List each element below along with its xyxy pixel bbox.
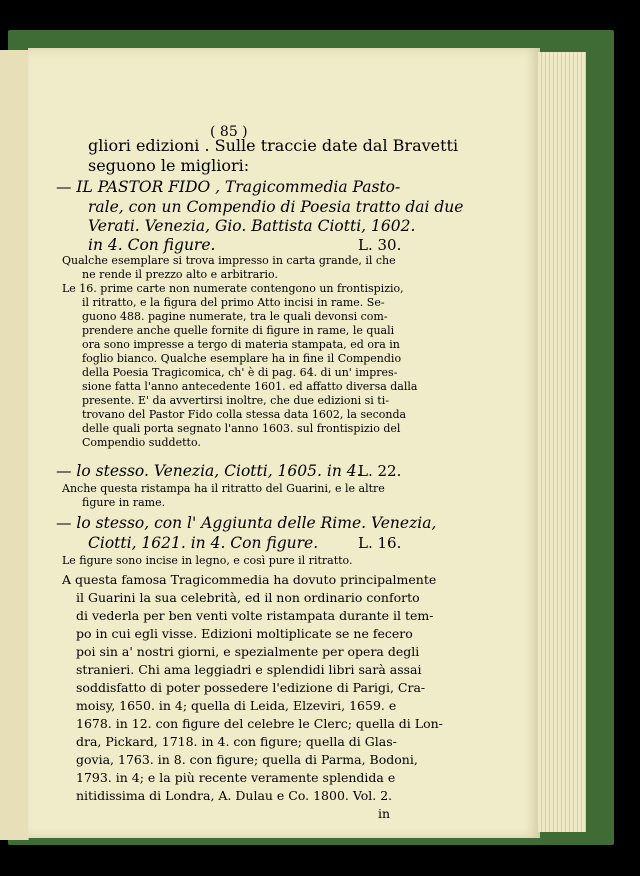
text-line: in — [378, 806, 391, 821]
text-line: poi sin a' nostri giorni, e spezialmente per opera degli — [76, 644, 420, 659]
text-line: prendere anche quelle fornite di figure in rame, le quali — [82, 324, 395, 337]
left-page-edge — [0, 50, 29, 840]
page-number: ( 85 ) — [210, 124, 248, 140]
text-line: figure in rame. — [82, 496, 166, 509]
text-line: moisy, 1650. in 4; quella di Leida, Elzeviri, 1659. e — [76, 698, 397, 713]
text-line: sione fatta l'anno antecedente 1601. ed affatto diversa dalla — [82, 380, 418, 393]
text-line: gliori edizioni . Sulle traccie date dal Bravetti — [88, 136, 459, 155]
text-line: presente. E' da avvertirsi inoltre, che due edizioni si ti- — [82, 394, 389, 407]
text-line: Ciotti, 1621. in 4. Con figure. — [88, 534, 319, 552]
price-label: L. 30. — [358, 236, 402, 254]
text-line: stranieri. Chi ama leggiadri e splendidi libri sarà assai — [76, 662, 422, 677]
text-line: — lo stesso. Venezia, Ciotti, 1605. in 4. — [56, 462, 362, 480]
text-line: Le 16. prime carte non numerate contengono un frontispizio, — [62, 282, 404, 295]
text-line: — IL PASTOR FIDO , Tragicommedia Pasto- — [56, 178, 401, 196]
text-line: della Poesia Tragicomica, ch' è di pag. 64. di un' impres- — [82, 366, 398, 379]
text-line: delle quali porta segnato l'anno 1603. sul frontispizio del — [82, 422, 401, 435]
text-line: Verati. Venezia, Gio. Battista Ciotti, 1602. — [88, 217, 416, 235]
text-line: ora sono impresse a tergo di materia stampata, ed ora in — [82, 338, 400, 351]
text-line: guono 488. pagine numerate, tra le quali devonsi com- — [82, 310, 388, 323]
price-label: L. 16. — [358, 534, 402, 552]
text-line: — lo stesso, con l' Aggiunta delle Rime. Venezia, — [56, 514, 437, 532]
text-line: seguono le migliori: — [88, 156, 250, 175]
text-line: soddisfatto di poter possedere l'edizione di Parigi, Cra- — [76, 680, 426, 695]
price-label: L. 22. — [358, 462, 402, 480]
text-line: A questa famosa Tragicommedia ha dovuto principalmente — [62, 572, 437, 587]
text-line: ne rende il prezzo alto e arbitrario. — [82, 268, 278, 281]
text-line: in 4. Con figure. — [88, 236, 216, 254]
page-edges — [538, 52, 586, 832]
text-line: Anche questa ristampa ha il ritratto del Guarini, e le altre — [62, 482, 385, 495]
text-line: 1678. in 12. con figure del celebre le Clerc; quella di Lon- — [76, 716, 443, 731]
text-line: rale, con un Compendio di Poesia tratto dai due — [88, 198, 464, 216]
text-line: Qualche esemplare si trova impresso in carta grande, il che — [62, 254, 396, 267]
text-line: il Guarini la sua celebrità, ed il non ordinario conforto — [76, 590, 420, 605]
text-line: di vederla per ben venti volte ristampata durante il tem- — [76, 608, 434, 623]
text-line: govia, 1763. in 8. con figure; quella di Parma, Bodoni, — [76, 752, 418, 767]
text-line: trovano del Pastor Fido colla stessa data 1602, la seconda — [82, 408, 407, 421]
text-line: po in cui egli visse. Edizioni moltiplicate se ne fecero — [76, 626, 413, 641]
text-line: Le figure sono incise in legno, e così pure il ritratto. — [62, 554, 353, 567]
text-line: il ritratto, e la figura del primo Atto incisi in rame. Se- — [82, 296, 385, 309]
text-line: dra, Pickard, 1718. in 4. con figure; quella di Glas- — [76, 734, 397, 749]
text-line: 1793. in 4; e la più recente veramente splendida e — [76, 770, 396, 785]
text-line: foglio bianco. Qualche esemplare ha in fine il Compendio — [82, 352, 402, 365]
text-line: Compendio suddetto. — [82, 436, 201, 449]
text-line: nitidissima di Londra, A. Dulau e Co. 1800. Vol. 2. — [76, 788, 393, 803]
